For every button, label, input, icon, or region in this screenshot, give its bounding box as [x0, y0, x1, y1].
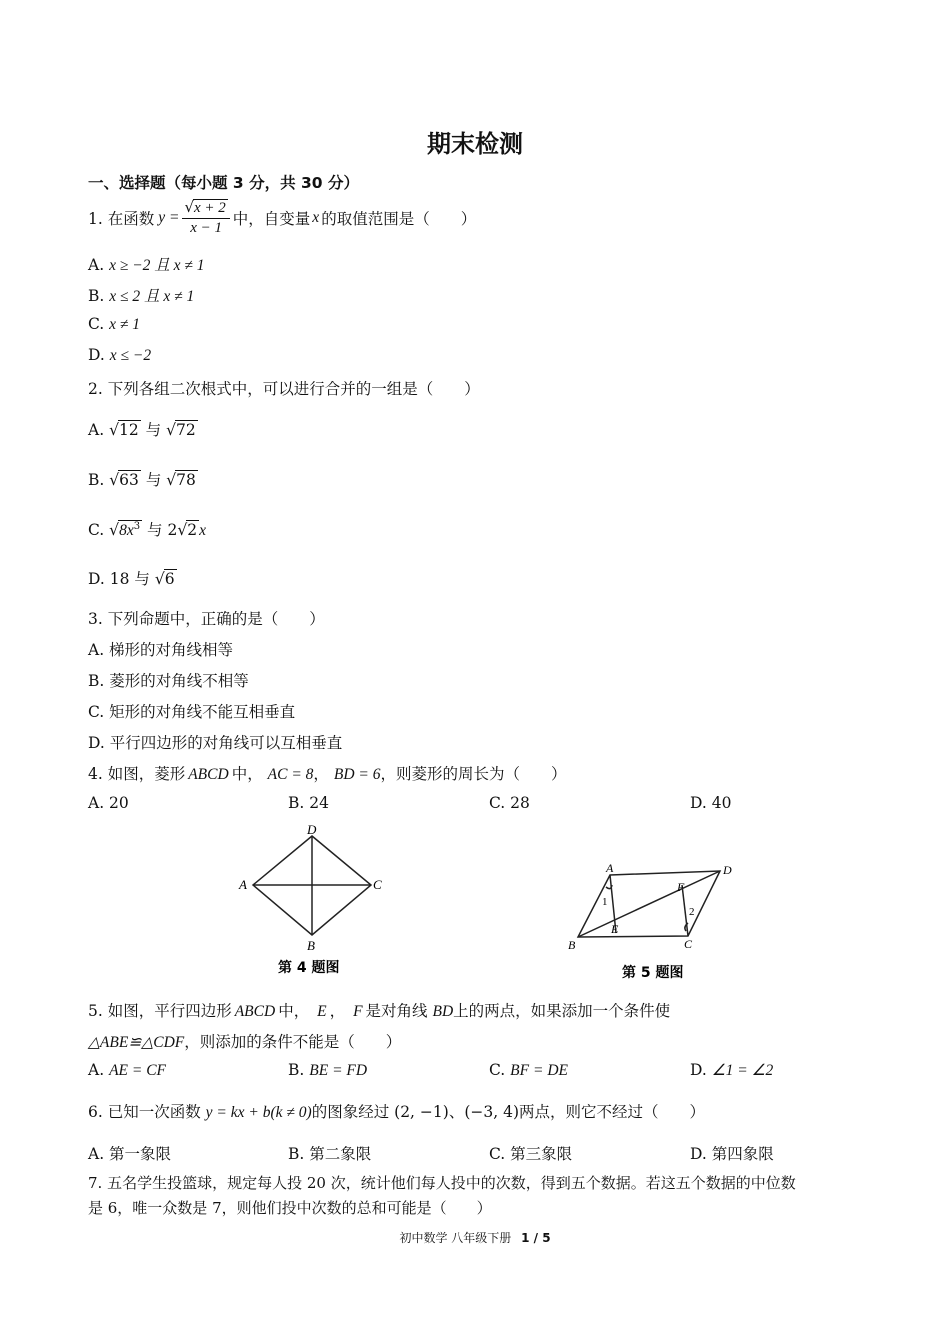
- q1-option-b[interactable]: B. x ≤ 2 且 x ≠ 1: [88, 287, 195, 305]
- q1-option-a[interactable]: A. x ≥ −2 且 x ≠ 1: [88, 256, 205, 274]
- fig5-angle-1: 1: [602, 896, 608, 908]
- fig5-label-e: E: [611, 922, 619, 936]
- q3-option-a[interactable]: A. 梯形的对角线相等: [88, 641, 234, 659]
- question-5-stem-line2: △ABE≌△CDF，则添加的条件不能是（ ）: [88, 1033, 402, 1051]
- fig5-label-a: A: [606, 861, 614, 875]
- fig5-label-c: C: [684, 937, 693, 951]
- footer-page-number: 1 / 5: [521, 1231, 551, 1245]
- function-fraction: $\frac{√x + 2}{x - 1}$: [182, 198, 229, 237]
- q1-option-d[interactable]: D. x ≤ −2: [88, 346, 152, 364]
- q2-option-d[interactable]: D. 18 与 √6: [88, 570, 175, 588]
- fig5-caption: 第 5 题图: [622, 965, 684, 981]
- figure-4-rhombus: [230, 822, 400, 982]
- q3-option-b[interactable]: B. 菱形的对角线不相等: [88, 672, 249, 690]
- section-heading: 一、选择题（每小题 3 分，共 30 分）: [88, 174, 359, 192]
- q3-option-d[interactable]: D. 平行四边形的对角线可以互相垂直: [88, 734, 343, 752]
- fig4-label-d: D: [307, 822, 317, 837]
- fig4-label-a: A: [239, 877, 247, 892]
- fig5-label-d: D: [723, 863, 732, 877]
- fig5-label-b: B: [568, 938, 576, 952]
- figure-5-parallelogram: [562, 855, 752, 985]
- q2-option-b[interactable]: B. √63 与 √78: [88, 471, 196, 489]
- q6-option-a[interactable]: A. 第一象限: [88, 1145, 172, 1163]
- page-footer: [0, 1229, 950, 1246]
- q5-option-d[interactable]: D. ∠1 = ∠2: [690, 1061, 774, 1079]
- fig4-label-c: C: [373, 877, 382, 892]
- question-3-stem: 3. 下列命题中，正确的是（ ）: [88, 610, 325, 628]
- question-7-stem-line1: 7. 五名学生投篮球，规定每人投 20 次，统计他们每人投中的次数，得到五个数据。若这五个数据的中位数: [88, 1174, 796, 1192]
- function-y: y =: [158, 208, 180, 226]
- question-5-stem-line1: 5. 如图，平行四边形 ABCD 中， E ， F 是对角线 BD上的两点，如果添加一个条件使: [88, 1002, 671, 1020]
- q3-option-c[interactable]: C. 矩形的对角线不能互相垂直: [88, 703, 296, 721]
- question-1-stem: 1. 在函数 y = $\frac{√x + 2}{x - 1}$ 中，自变量 x 的取值范围是（ ）: [88, 198, 477, 236]
- q6-option-b[interactable]: B. 第二象限: [288, 1145, 372, 1163]
- page-title: 期末检测: [427, 130, 523, 158]
- fig5-angle-2: 2: [689, 906, 695, 918]
- q2-option-c[interactable]: C. $√8x^3$ 与 2√2 x: [88, 520, 206, 539]
- q4-option-b[interactable]: B. 24: [288, 794, 329, 812]
- question-7-stem-line2: 是 6，唯一众数是 7，则他们投中次数的总和可能是（ ）: [88, 1199, 492, 1217]
- q4-option-a[interactable]: A. 20: [88, 794, 129, 812]
- fig5-label-f: F: [677, 880, 685, 894]
- fig4-caption: 第 4 题图: [278, 960, 340, 976]
- q5-option-a[interactable]: A. AE = CF: [88, 1061, 167, 1079]
- q4-option-d[interactable]: D. 40: [690, 794, 732, 812]
- q6-option-c[interactable]: C. 第三象限: [489, 1145, 573, 1163]
- q4-option-c[interactable]: C. 28: [489, 794, 530, 812]
- q6-option-d[interactable]: D. 第四象限: [690, 1145, 774, 1163]
- question-2-stem: 2. 下列各组二次根式中，可以进行合并的一组是（ ）: [88, 380, 480, 398]
- footer-subject: 初中数学 八年级下册: [399, 1231, 512, 1245]
- question-4-stem: 4. 如图，菱形 ABCD 中， AC = 8， BD = 6，则菱形的周长为（ ）: [88, 765, 567, 783]
- q5-option-c[interactable]: C. BF = DE: [489, 1061, 568, 1079]
- q1-option-c[interactable]: C. x ≠ 1: [88, 315, 141, 333]
- q5-option-b[interactable]: B. BE = FD: [288, 1061, 368, 1079]
- q2-option-a[interactable]: A. √12 与 √72: [88, 421, 196, 439]
- question-6-stem: 6. 已知一次函数 y = kx + b(k ≠ 0)的图象经过 (2, −1)、(−3, 4)两点，则它不经过（ ）: [88, 1103, 706, 1121]
- fig4-label-b: B: [307, 938, 315, 953]
